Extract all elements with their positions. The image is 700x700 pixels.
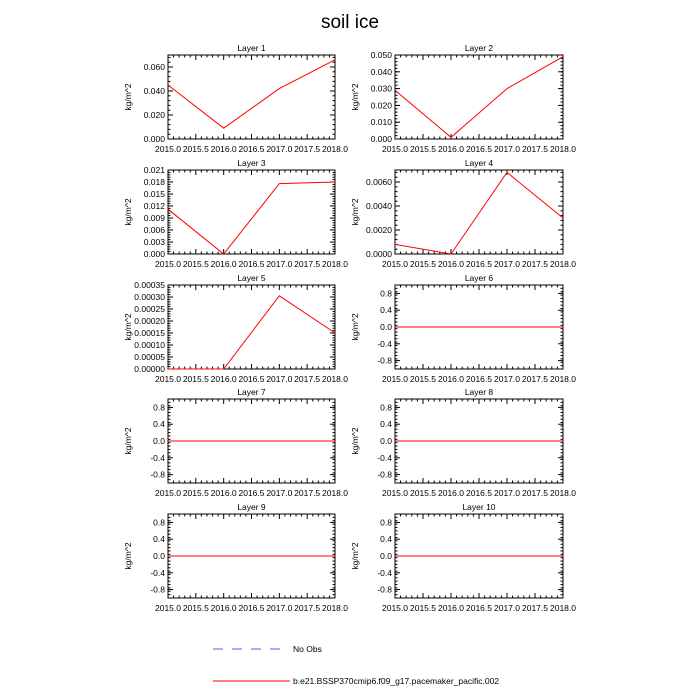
x-tick-label: 2017.0 [494,259,520,269]
series-line-model [395,172,563,254]
y-tick-label: 0.003 [143,237,165,247]
x-tick-label: 2016.5 [466,488,492,498]
legend [213,644,499,686]
panel-layer-8 [350,387,576,498]
y-tick-label: 0.040 [143,86,165,96]
panel-layer-10 [350,502,576,613]
x-tick-label: 2018.0 [550,603,576,613]
x-tick-label: 2015.0 [382,259,408,269]
x-tick-label: 2017.0 [266,603,293,613]
panel-title: Layer 5 [237,273,266,283]
x-tick-label: 2015.0 [155,374,181,384]
y-tick-label: 0.00000 [134,364,165,374]
y-axis-label: kg/m^2 [123,542,133,570]
series-line-model [168,182,335,254]
y-tick-label: -0.8 [150,584,165,595]
panel-layer-9 [123,502,348,613]
y-tick-label: 0.8 [380,402,392,413]
x-tick-label: 2016.5 [238,259,265,269]
x-tick-label: 2015.5 [182,603,209,613]
y-tick-label: 0.020 [143,110,165,120]
x-tick-label: 2016.5 [238,374,265,384]
x-tick-label: 2016.5 [466,374,492,384]
x-tick-label: 2017.0 [266,144,293,154]
y-tick-label: 0.015 [143,189,165,199]
y-tick-label: 0.0 [380,322,392,332]
x-tick-label: 2017.5 [522,603,548,613]
panel-layer-6 [350,273,576,384]
x-tick-label: 2018.0 [550,374,576,384]
x-tick-label: 2017.5 [294,259,321,269]
y-tick-label: 0.00020 [134,316,165,326]
x-tick-label: 2015.0 [382,488,408,498]
x-tick-label: 2017.5 [294,488,321,498]
y-tick-label: 0.8 [153,402,165,413]
y-tick-label: 0.0 [380,436,392,446]
y-tick-label: 0.000 [143,249,165,259]
x-tick-label: 2017.0 [494,374,520,384]
y-tick-label: 0.4 [380,305,392,316]
y-tick-label: 0.040 [370,66,392,77]
y-tick-label: 0.018 [143,177,165,187]
y-tick-label: 0.8 [153,517,165,528]
x-tick-label: 2015.5 [182,259,209,269]
y-tick-label: 0.00030 [134,292,165,302]
x-tick-label: 2018.0 [550,144,576,154]
panel-title: Layer 9 [237,502,266,512]
x-tick-label: 2015.0 [155,259,181,269]
panel-title: Layer 1 [237,43,266,53]
y-tick-label: 0.0000 [366,249,392,259]
legend-label-obs: No Obs [293,644,322,654]
x-tick-label: 2016.0 [210,259,237,269]
panel-title: Layer 2 [464,43,494,53]
panel-layer-1 [123,43,348,154]
panel-title: Layer 8 [464,387,494,397]
panel-layer-3 [123,158,348,269]
y-tick-label: 0.0040 [366,201,392,211]
x-tick-label: 2017.0 [494,488,520,498]
y-tick-label: -0.8 [150,469,165,480]
y-tick-label: 0.00025 [134,304,165,314]
y-tick-label: 0.030 [370,83,392,94]
x-tick-label: 2016.0 [210,144,237,154]
y-tick-label: 0.0060 [366,177,392,187]
y-tick-label: 0.020 [370,100,392,111]
y-tick-label: -0.4 [150,452,165,463]
y-tick-label: 0.0 [153,551,165,561]
y-tick-label: -0.8 [377,469,392,480]
y-tick-label: -0.4 [150,567,165,578]
panel-title: Layer 7 [237,387,266,397]
x-tick-label: 2016.0 [438,374,464,384]
y-tick-label: 0.000 [370,134,392,144]
y-tick-label: 0.0 [153,436,165,446]
y-tick-label: 0.010 [370,117,392,128]
x-tick-label: 2017.0 [266,259,293,269]
x-tick-label: 2016.0 [210,374,237,384]
panel-title: Layer 3 [237,158,266,168]
x-tick-label: 2015.0 [155,144,181,154]
y-tick-label: -0.4 [377,452,392,463]
x-tick-label: 2016.0 [210,603,237,613]
x-tick-label: 2017.5 [522,488,548,498]
y-tick-label: 0.0020 [366,225,392,235]
x-tick-label: 2015.5 [182,488,209,498]
x-tick-label: 2015.0 [382,144,408,154]
y-tick-label: 0.8 [380,288,392,299]
x-tick-label: 2016.5 [238,603,265,613]
y-tick-label: 0.012 [143,201,165,211]
series-line-model [168,60,335,128]
y-tick-label: 0.4 [153,534,165,545]
x-tick-label: 2016.0 [438,259,464,269]
y-axis-label: kg/m^2 [123,198,133,226]
y-axis-label: kg/m^2 [123,427,133,455]
y-tick-label: 0.0 [380,551,392,561]
panel-title: Layer 4 [464,158,494,168]
x-tick-label: 2015.0 [382,374,408,384]
plot-frame [395,170,563,254]
panel-title: Layer 10 [462,502,496,512]
x-tick-label: 2018.0 [322,374,348,384]
x-tick-label: 2017.5 [522,259,548,269]
x-tick-label: 2017.0 [266,374,293,384]
y-tick-label: 0.050 [370,50,392,60]
y-tick-label: 0.00005 [134,352,165,362]
x-tick-label: 2018.0 [322,603,348,613]
y-tick-label: -0.4 [377,567,392,578]
panel-layer-7 [123,387,348,498]
y-axis-label: kg/m^2 [123,313,133,341]
x-tick-label: 2018.0 [550,259,576,269]
x-tick-label: 2018.0 [322,144,348,154]
y-tick-label: 0.000 [143,134,165,144]
y-tick-label: 0.009 [143,213,165,223]
y-axis-label: kg/m^2 [350,83,360,111]
y-tick-label: -0.8 [377,355,392,366]
panel-title: Layer 6 [464,273,494,283]
y-axis-label: kg/m^2 [350,427,360,455]
x-tick-label: 2018.0 [322,259,348,269]
chart-title: soil ice [320,12,380,33]
y-axis-label: kg/m^2 [350,313,360,341]
y-axis-label: kg/m^2 [350,542,360,570]
x-tick-label: 2015.5 [182,374,209,384]
x-tick-label: 2015.5 [410,259,436,269]
x-tick-label: 2015.0 [382,603,408,613]
x-tick-label: 2016.5 [466,603,492,613]
y-tick-label: 0.4 [153,419,165,430]
x-tick-label: 2016.5 [466,144,492,154]
plot-frame [168,55,335,139]
panel-layer-5 [123,273,348,384]
plot-frame [395,55,563,139]
x-tick-label: 2018.0 [550,488,576,498]
x-tick-label: 2015.0 [155,603,181,613]
y-tick-label: 0.4 [380,419,392,430]
x-tick-label: 2016.5 [238,144,265,154]
x-tick-label: 2017.5 [294,603,321,613]
y-tick-label: 0.00015 [134,328,165,338]
legend-label-model: b.e21.BSSP370cmip6.f09_g17.pacemaker_pacific.002 [293,676,500,686]
series-line-model [395,57,563,138]
panel-layer-4 [350,158,576,269]
y-tick-label: -0.8 [377,584,392,595]
y-tick-label: 0.006 [143,225,165,235]
x-tick-label: 2017.5 [294,144,321,154]
x-tick-label: 2016.0 [438,603,464,613]
x-tick-label: 2015.5 [410,603,436,613]
x-tick-label: 2017.5 [294,374,321,384]
x-tick-label: 2017.0 [266,488,293,498]
y-tick-label: 0.021 [143,165,165,175]
x-tick-label: 2017.0 [494,603,520,613]
x-tick-label: 2015.5 [182,144,209,154]
x-tick-label: 2018.0 [322,488,348,498]
x-tick-label: 2016.0 [438,488,464,498]
x-tick-label: 2017.0 [494,144,520,154]
y-tick-label: -0.4 [377,338,392,349]
series-line-model [168,296,335,369]
y-tick-label: 0.4 [380,534,392,545]
x-tick-label: 2015.5 [410,144,436,154]
x-tick-label: 2016.5 [238,488,265,498]
x-tick-label: 2015.5 [410,374,436,384]
x-tick-label: 2016.0 [210,488,237,498]
plot-frame [168,285,335,369]
y-tick-label: 0.00035 [134,280,165,290]
x-tick-label: 2016.0 [438,144,464,154]
y-tick-label: 0.00010 [134,340,165,350]
y-axis-label: kg/m^2 [350,198,360,226]
x-tick-label: 2015.5 [410,488,436,498]
y-axis-label: kg/m^2 [123,83,133,111]
x-tick-label: 2015.0 [155,488,181,498]
x-tick-label: 2016.5 [466,259,492,269]
panel-layer-2 [350,43,576,154]
x-tick-label: 2017.5 [522,144,548,154]
y-tick-label: 0.060 [143,62,165,72]
x-tick-label: 2017.5 [522,374,548,384]
y-tick-label: 0.8 [380,517,392,528]
